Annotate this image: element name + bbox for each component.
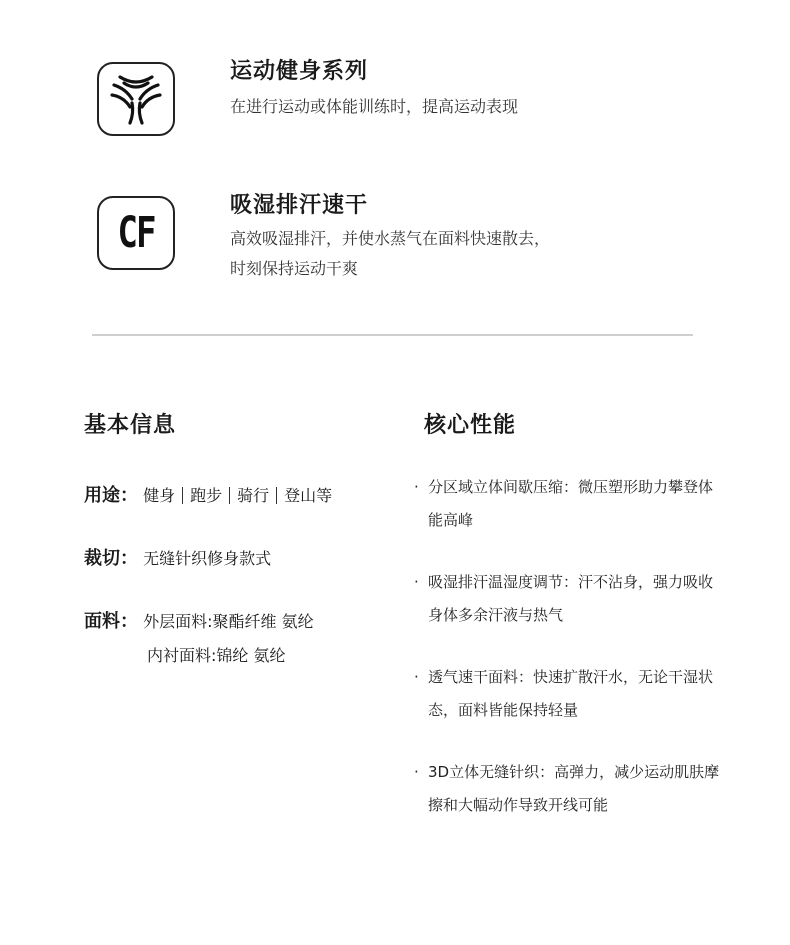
feature-description-line: 时刻保持运动干爽 <box>230 259 359 278</box>
feature-description-line: 高效吸湿排汗，并使水蒸气在面料快速散去， <box>230 229 551 248</box>
usage-item: 登山等 <box>284 486 333 505</box>
core-item-text: 吸湿排汗温湿度调节：汗不沾身，强力吸收身体多余汗液与热气 <box>428 573 714 624</box>
core-performance-title: 核心性能 <box>424 413 517 438</box>
cf-logo-icon <box>97 196 175 270</box>
cut-row <box>84 542 271 576</box>
cf-logo-text: CF <box>117 208 155 258</box>
feature-description: 在进行运动或体能训练时，提高运动表现 <box>230 97 519 116</box>
separator <box>276 487 277 504</box>
usage-item: 跑步 <box>190 486 223 505</box>
fabric-row <box>84 605 314 673</box>
core-item <box>414 661 724 727</box>
feature-title: 运动健身系列 <box>230 59 369 84</box>
core-item-text: 透气速干面料：快速扩散汗水，无论干湿状态，面料皆能保持轻量 <box>428 668 714 719</box>
bullet-dot: · <box>414 573 419 591</box>
usage-item: 骑行 <box>237 486 270 505</box>
section-divider <box>92 334 693 336</box>
core-item-text: 分区域立体间歇压缩：微压塑形助力攀登体能高峰 <box>428 478 714 529</box>
core-item <box>414 566 724 632</box>
basic-info-title: 基本信息 <box>84 413 177 438</box>
y-shape-icon <box>97 62 175 136</box>
usage-row <box>84 479 332 513</box>
fabric-lining: 内衬面料:锦纶 氨纶 <box>147 646 286 665</box>
cut-value: 无缝针织修身款式 <box>143 549 272 568</box>
cut-label: 裁切： <box>84 548 138 569</box>
core-item <box>414 756 734 822</box>
separator <box>229 487 230 504</box>
feature-title: 吸湿排汗速干 <box>230 193 369 218</box>
usage-label: 用途： <box>84 485 138 506</box>
bullet-dot: · <box>414 668 419 686</box>
separator <box>182 487 183 504</box>
bullet-dot: · <box>414 478 419 496</box>
core-item <box>414 471 724 537</box>
bullet-dot: · <box>414 763 419 781</box>
fabric-outer: 外层面料:聚酯纤维 氨纶 <box>143 612 314 631</box>
fabric-label: 面料： <box>84 611 138 632</box>
feature-description <box>230 224 550 284</box>
core-item-text: 3D立体无缝针织：高弹力，减少运动肌肤摩擦和大幅动作导致开线可能 <box>428 763 720 814</box>
usage-item: 健身 <box>143 486 176 505</box>
